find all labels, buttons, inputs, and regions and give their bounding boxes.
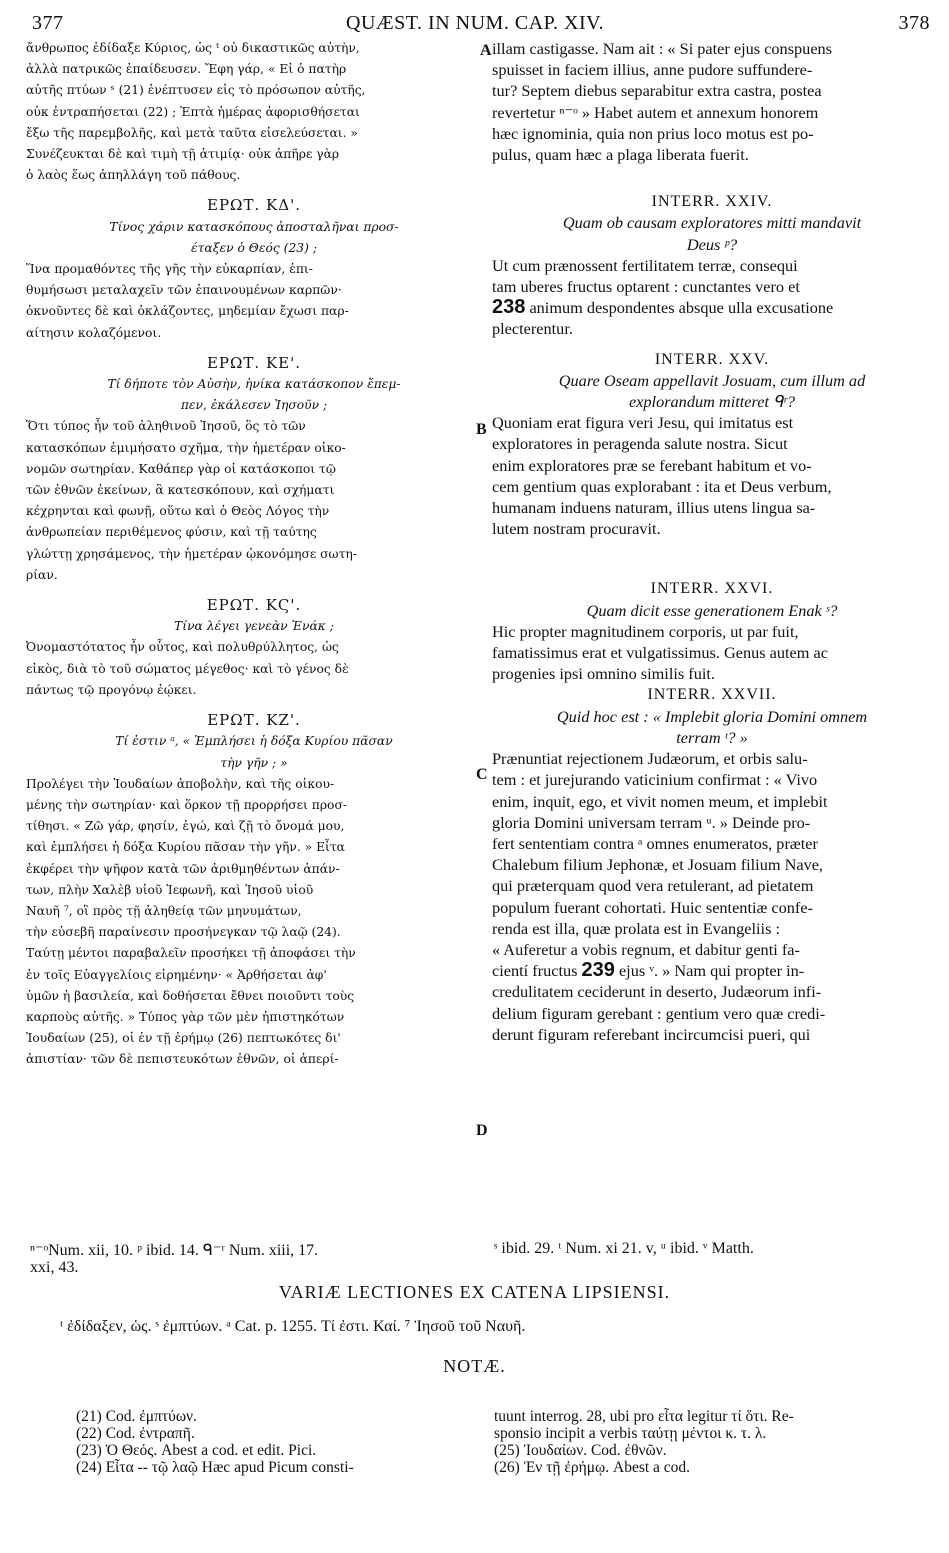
margin-letter-a: A — [480, 42, 492, 59]
answer-line: ἀπιστίαν· τῶν δὲ πεπιστευκότων ἐθνῶν, οἱ ἀπερί- — [26, 1052, 339, 1067]
column-number: 239 — [581, 960, 615, 982]
question-heading: INTERR. XXVII. — [647, 686, 777, 704]
answer-line: renda est illa, quæ prolata est in Evangeliis : — [492, 918, 781, 938]
answer-line: ἐκφέρει τὴν ψῆφον κατὰ τῶν ἀριθμηθέντων ἁπάν- — [26, 861, 340, 876]
answer-line: Quoniam erat figura veri Jesu, qui imitatus est — [492, 413, 794, 433]
answer-text: ejus ᵛ. » Nam qui propter in- — [614, 961, 805, 981]
answer-line: τίθησι. « Ζῶ γάρ, φησίν, ἐγώ, καὶ ζῇ τὸ ὄνομά μου, — [26, 819, 345, 834]
answer-line: εἰκὸς, διὰ τὸ τοῦ σώματος μέγεθος· καὶ τὸ γένος δὲ — [26, 661, 349, 676]
answer-line: enim exploratores præ se ferebant habitum et vo- — [492, 455, 812, 475]
answer-line — [492, 297, 932, 318]
answer-line: καὶ ἐμπλήσει ἡ δόξα Κυρίου πᾶσαν τὴν γῆν. » Εἶτα — [26, 840, 345, 855]
answer-line: humanam induens naturam, illius utens lingua sa- — [492, 498, 816, 518]
question-text: Τί δήποτε τὸν Αὐσὴν, ἡνίκα κατάσκοπον ἔπεμ- — [107, 377, 401, 392]
variae-line: ᵗ ἐδίδαξεν, ὡς. ˢ ἐμπτύων. ᵃ Cat. p. 1255. Τί ἐστι. Καί. ⁷ Ἰησοῦ τοῦ Ναυῆ. — [60, 1318, 526, 1335]
answer-line: θυμήσωσι μεταλαχεῖν τῶν ἐπαινουμένων καρπῶν· — [26, 283, 342, 298]
text-line: revertetur ⁿ⁻ᵒ » Habet autem et annexum honorem — [492, 102, 819, 122]
question-text: τὴν γῆν ; » — [220, 755, 288, 770]
note-line: sponsio incipit a verbis ταύτῃ μέντοι κ. τ. λ. — [494, 1425, 767, 1442]
notae-left — [76, 1408, 354, 1476]
answer-line: ρίαν. — [26, 567, 58, 582]
question-text: Deus ᵖ? — [686, 234, 738, 254]
note-line: (21) Cod. ἐμπτύων. — [76, 1408, 197, 1425]
note-line: tuunt interrog. 28, ubi pro εἶτα legitur τί ὅτι. Re- — [494, 1408, 794, 1425]
question-text: έταξεν ὁ Θεός (23) ; — [191, 240, 317, 255]
question-heading: ΕΡΩΤ. ΚΖ'. — [207, 711, 301, 730]
answer-line: derunt figuram referebant incircumcisi pueri, qui — [492, 1024, 811, 1044]
latin-column — [492, 38, 932, 1208]
text-line: ἄνθρωπος ἐδίδαξε Κύριος, ὡς ᵗ οὐ δικαστικῶς αὐτὴν, — [26, 41, 360, 55]
answer-line: exploratores in peragenda salute nostra. Sicut — [492, 434, 788, 454]
answer-line: Ἰουδαίων (25), οἱ ἐν τῇ ἐρήμῳ (26) πεπτωκότες δι' — [26, 1031, 341, 1046]
answer-line: qui præterquam quod vera retulerant, ad pietatem — [492, 876, 814, 896]
answer-line: fert sententiam contra ᵃ omnes enumeratos, præter — [492, 833, 818, 853]
text-line: ὁ λαὸς ἕως ἀπηλλάγη τοῦ πάθους. — [26, 168, 241, 183]
question-heading: ΕΡΩΤ. ΚΕ'. — [206, 353, 302, 372]
answer-line: κέχρηνται καὶ φωνῇ, οὕτω καὶ ὁ Θεὸς Λόγος τὴν — [26, 504, 330, 519]
answer-line: enim, inquit, ego, et vivit nomen meum, et implebit — [492, 791, 828, 811]
answer-line: lutem nostram procuravit. — [492, 519, 661, 539]
answer-line: ὀκνοῦντες δὲ καὶ ὀκλάζοντες, μηδεμίαν ἔχωσι παρ- — [26, 304, 349, 319]
answer-line — [492, 960, 932, 981]
answer-line: Ταύτῃ μέντοι παραβαλεῖν προσήκει τῇ ἀποφάσει τὴν — [26, 946, 356, 961]
answer-line: μένης τὴν σωτηρίαν· καὶ ὅρκον τῇ προρρήσει προσ- — [26, 797, 347, 812]
page-number-left: 377 — [32, 12, 64, 34]
answer-line: Ut cum prænossent fertilitatem terræ, consequi — [492, 255, 798, 275]
question-text: Τί ἐστιν ᵃ, « Ἐμπλήσει ἡ δόξα Κυρίου πᾶσαν — [115, 734, 393, 749]
question-text: terram ᵗ? » — [676, 727, 748, 747]
answer-line: τὴν εὐσεβῆ παραίνεσιν προσήνεγκαν τῷ λαῷ (24). — [26, 925, 341, 940]
answer-line: Ἵνα προμαθόντες τῆς γῆς τὴν εὐκαρπίαν, ἐπι- — [26, 262, 313, 277]
answer-line: populum fuerant cohortati. Huic sententiæ confe- — [492, 897, 814, 917]
answer-line: ὑμῶν ἡ βασιλεία, καὶ δοθήσεται ἔθνει ποιοῦντι τοὺς — [26, 988, 355, 1003]
text-line: pulus, quam hæc a plaga liberata fuerit. — [492, 145, 749, 165]
answer-line: Prænuntiat rejectionem Judæorum, et orbis salu- — [492, 749, 808, 769]
answer-line: tem : et jurejurando vaticinium confirmat : « Vivo — [492, 770, 818, 790]
question-heading: ΕΡΩΤ. ΚϚ'. — [206, 596, 302, 615]
margin-letter-c: C — [476, 766, 488, 783]
answer-text: animum despondentes absque ulla excusatione — [525, 298, 834, 318]
question-text: Quam ob causam exploratores mitti mandavit — [562, 213, 862, 233]
margin-letter-d: D — [476, 1122, 488, 1139]
running-header — [20, 6, 930, 36]
question-heading: ΕΡΩΤ. ΚΔ'. — [207, 196, 301, 215]
answer-line: « Auferetur a vobis regnum, et dabitur genti fa- — [492, 939, 800, 959]
answer-text: cientí fructus — [492, 961, 582, 981]
answer-line: tam uberes fructus optarent : cunctantes vero et — [492, 277, 800, 297]
text-line: tur? Septem diebus separabitur extra castra, postea — [492, 81, 822, 101]
question-text: Τίνος χάριν κατασκόπους ἀποσταλῆναι προσ- — [109, 219, 399, 234]
note-line: (24) Εἶτα -- τῷ λαῷ Hæc apud Picum consti- — [76, 1459, 354, 1476]
variae-title: VARIÆ LECTIONES EX CATENA LIPSIENSI. — [278, 1282, 671, 1302]
footnote-refs-left-cont: xxi, 43. — [30, 1259, 79, 1276]
footnote-refs-left: ⁿ⁻ᵒNum. xii, 10. ᵖ ibid. 14. ᑫ⁻ʳ Num. xiii, 17. — [30, 1242, 319, 1259]
answer-line: αίτησιν κολαζόμενοι. — [26, 325, 162, 340]
running-title: QUÆST. IN NUM. CAP. XIV. — [346, 12, 604, 34]
question-text: explorandum mitteret ᑫʳ? — [628, 392, 796, 412]
answer-line: τῶν ἐθνῶν ἐκείνων, ἃ κατεσκόπουν, καὶ σχήματι — [26, 483, 335, 498]
text-line: Συνέζευκται δὲ καὶ τιμὴ τῇ ἀτιμίᾳ· οὐκ ἀπῆρε γὰρ — [26, 147, 340, 162]
answer-line: delium figuram gerebant : gentium vero quæ credi- — [492, 1003, 826, 1023]
answer-line: Hic propter magnitudinem corporis, ut par fuit, — [492, 621, 799, 641]
answer-line: γλώττῃ χρησάμενος, τὴν ἡμετέραν ᾠκονόμησε σωτη- — [26, 546, 357, 561]
question-text: Quam dicit esse generationem Enak ˢ? — [586, 600, 838, 620]
notae-title: NOTÆ. — [443, 1356, 506, 1376]
answer-line: κατασκόπων ἐμιμήσατο σχῆμα, τὴν ἡμετέραν οἰκο- — [26, 440, 346, 455]
text-line: hæc ignominia, quia non prius loco motus est po- — [492, 123, 814, 143]
question-text: Τίνα λέγει γενεὰν Ἐνάκ ; — [174, 619, 334, 634]
answer-line: progenies ipsi omnino similis fuit. — [492, 664, 715, 684]
column-number: 238 — [492, 297, 526, 319]
note-line: (26) Ἐν τῇ ἐρήμῳ. Abest a cod. — [494, 1459, 691, 1476]
text-line: illam castigasse. Nam ait : « Si pater ejus conspuens — [492, 39, 833, 58]
question-text: Quid hoc est : « Implebit gloria Domini omnem — [556, 706, 868, 726]
answer-line: Ὅτι τύπος ἦν τοῦ ἀληθινοῦ Ἰησοῦ, ὃς τὸ τῶν — [26, 419, 306, 434]
footnote-refs-right: ˢ ibid. 29. ᵗ Num. xi 21. v, ᵘ ibid. ᵛ Matth. — [494, 1240, 754, 1257]
question-heading: INTERR. XXIV. — [651, 193, 773, 211]
answer-line: καρποὺς αὐτῆς. » Τύπος γὰρ τῶν μὲν ἠπιστηκότων — [26, 1009, 345, 1024]
margin-letter-b: B — [476, 421, 487, 438]
text-line: αὐτῆς πτύων ˢ (21) ἐνέπτυσεν εἰς τὸ πρόσωπον αὐτῆς, — [26, 83, 366, 98]
answer-line: famatissimus erat et vulgatissimus. Genus autem ac — [492, 643, 828, 663]
note-line: (23) Ὁ Θεός. Abest a cod. et edit. Pici. — [76, 1442, 317, 1459]
latin-intro — [492, 38, 932, 165]
answer-line: Προλέγει τὴν Ἰουδαίων ἀποβολὴν, καὶ τῆς οἰκου- — [26, 776, 335, 791]
text-line: ἀλλὰ πατρικῶς ἐπαίδευσεν. Ἔφη γάρ, « Εἰ ὁ πατὴρ — [26, 62, 347, 77]
answer-line: των, πλὴν Χαλὲβ υἱοῦ Ἰεφωνῆ, καὶ Ἰησοῦ υἱοῦ — [26, 882, 314, 897]
answer-line: plecterentur. — [492, 319, 573, 339]
answer-line: gloria Domini universam terram ᵘ. » Deinde pro- — [492, 812, 811, 832]
page-number-right: 378 — [898, 12, 930, 34]
question-text: πεν, ἐκάλεσεν Ἰησοῦν ; — [180, 398, 328, 413]
greek-column — [26, 38, 482, 1208]
text-line: ἔξω τῆς παρεμβολῆς, καὶ μετὰ ταῦτα εἰσελεύσεται. » — [26, 125, 358, 140]
answer-line: Ναυῆ ⁷, οἳ πρὸς τῇ ἀληθείᾳ τῶν μηνυμάτων, — [26, 903, 302, 918]
answer-line: Chalebum filium Jephonæ, et Josuam filium Nave, — [492, 855, 824, 875]
note-line: (22) Cod. ἐντραπῆ. — [76, 1425, 195, 1442]
notae-right — [494, 1408, 794, 1476]
answer-line: ἐν τοῖς Εὐαγγελίοις εἰρημένην· « Ἀρθήσεται ἀφ' — [26, 967, 327, 982]
answer-line: νομῶν σωτηρίαν. Καθάπερ γὰρ οἱ κατάσκοποι τῷ — [26, 461, 336, 476]
text-line: spuisset in faciem illius, anne pudore suffundere- — [492, 60, 813, 80]
answer-line: Ὀνομαστότατος ἦν οὗτος, καὶ πολυθρύλλητος, ὡς — [26, 640, 339, 655]
answer-line: ἀνθρωπείαν περιθέμενος φύσιν, καὶ τῇ ταύτης — [26, 525, 317, 540]
answer-line: credulitatem ceciderunt in deserto, Judæorum infi- — [492, 982, 822, 1002]
answer-line: πάντως τῷ προγόνῳ ἐῴκει. — [26, 682, 197, 697]
text-line: οὐκ ἐντραπήσεται (22) ; Ἑπτὰ ἡμέρας ἀφορισθήσεται — [26, 104, 360, 119]
greek-intro — [26, 38, 482, 186]
question-heading: INTERR. XXVI. — [650, 580, 774, 598]
note-line: (25) Ἰουδαίων. Cod. ἐθνῶν. — [494, 1442, 667, 1459]
question-text: Quare Oseam appellavit Josuam, cum illum ad — [558, 370, 866, 390]
question-heading: INTERR. XXV. — [654, 350, 770, 368]
answer-line: cem gentium quas explorabant : ita et Deus verbum, — [492, 476, 832, 496]
